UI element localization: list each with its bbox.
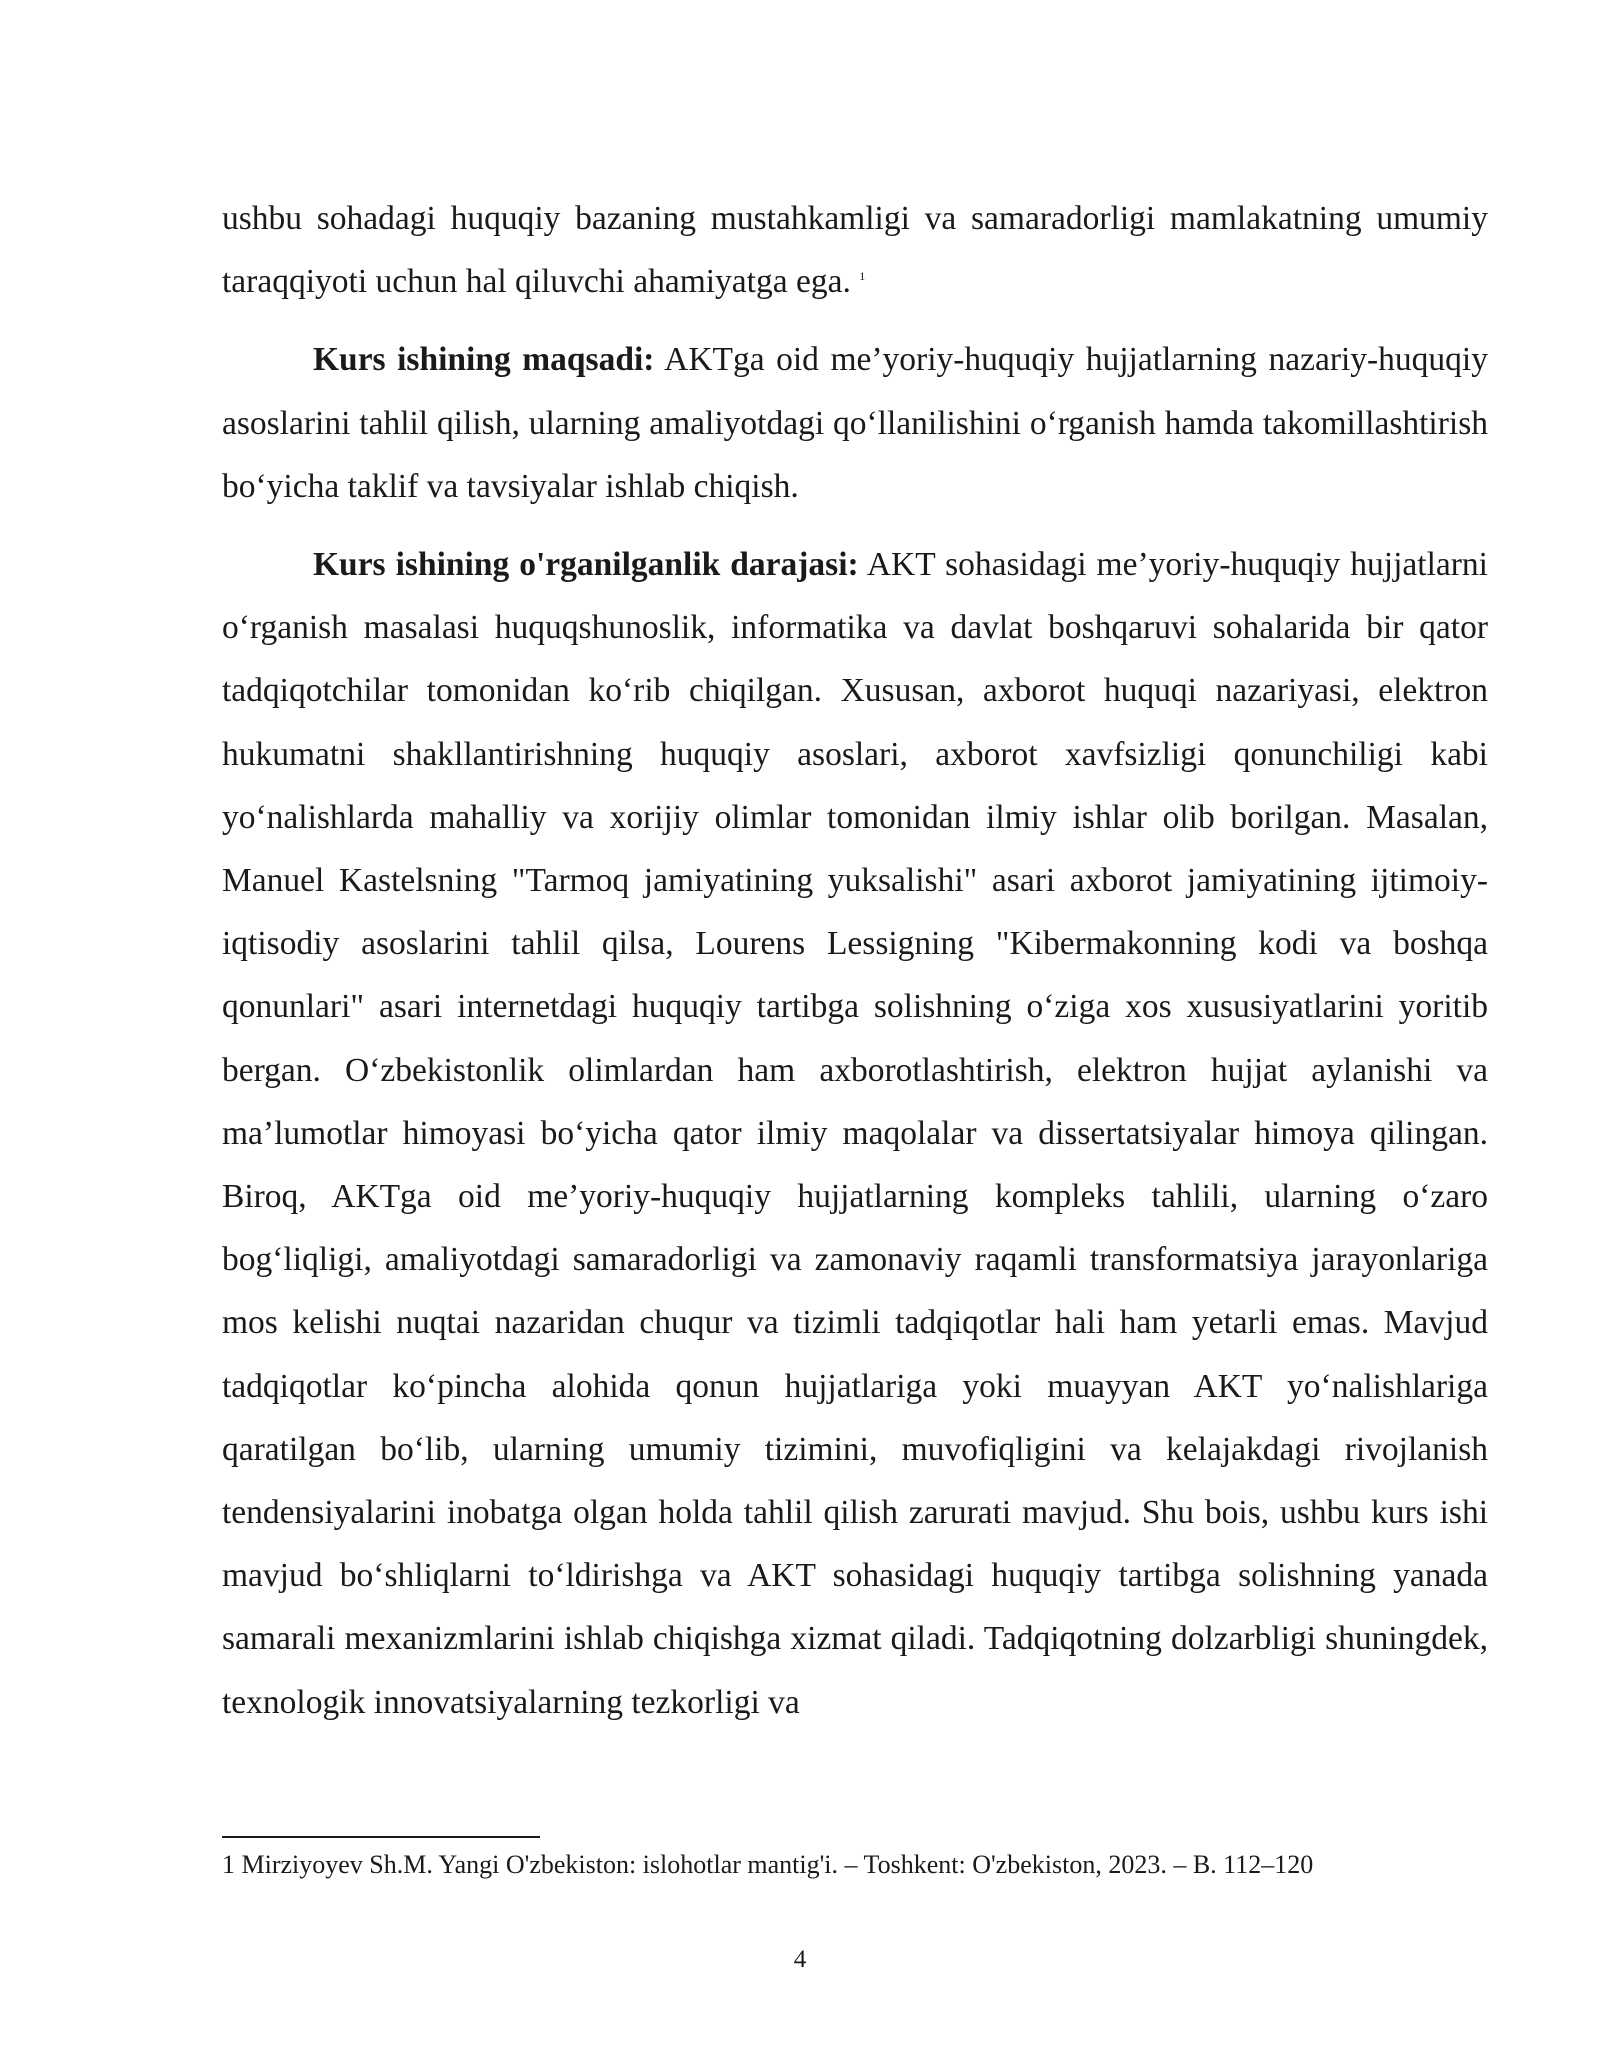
page-number: 4 <box>793 1946 807 1973</box>
paragraph-continuation <box>222 187 1488 313</box>
paragraph-study-level <box>222 533 1488 1734</box>
footnote-text: Mirziyoyev Sh.M. Yangi O'zbekiston: islohotlar mantig'i. – Toshkent: O'zbekiston, 2023. – B. 112–120 <box>241 1850 1314 1879</box>
body-text <box>222 187 1488 1734</box>
paragraph-text: AKTga oid me’yoriy-huquqiy hujjatlarning nazariy-huquqiy asoslarini tahlil qilish, ularning amaliyotdagi qo‘llanilishini o‘rganish hamda takomillashtirish bo‘yicha taklif va tavsiyalar ishlab chiqish. <box>222 341 1488 505</box>
paragraph-text: AKT sohasidagi me’yoriy-huquqiy hujjatlarni o‘rganish masalasi huquqshunoslik, informatika va davlat boshqaruvi sohalarida bir qator tadqiqotchilar tomonidan ko‘rib chiqilgan. Xususan, axborot huquqi nazariyasi, elektron hukumatni shakllantirishning huquqiy asoslari, axborot xavfsizligi qonunchiligi kabi yo‘nalishlarda mahalliy va xorijiy olimlar tomonidan ilmiy ishlar olib borilgan. Masalan, Manuel Kastelsning "Tarmoq jamiyatining yuksalishi" asari axborot jamiyatining ijtimoiy-iqtisodiy asoslarini tahlil qilsa, Lourens Lessigning "Kibermakonning kodi va boshqa qonunlari" asari internetdagi huquqiy tartibga solishning o‘ziga xos xususiyatlarini yoritib bergan. O‘zbekistonlik olimlardan ham axborotlashtirish, elektron hujjat aylanishi va ma’lumotlar himoyasi bo‘yicha qator ilmiy maqolalar va dissertatsiyalar himoya qilingan. Biroq, AKTga oid me’yoriy-huquqiy hujjatlarning kompleks tahlili, ularning o‘zaro bog‘liqligi, amaliyotdagi samaradorligi va zamonaviy raqamli transformatsiya jarayonlariga mos kelishi nuqtai nazaridan chuqur va tizimli tadqiqotlar hali ham yetarli emas. Mavjud tadqiqotlar ko‘pincha alohida qonun hujjatlariga yoki muayyan AKT yo‘nalishlariga qaratilgan bo‘lib, ularning umumiy tizimini, muvofiqligini va kelajakdagi rivojlanish tendensiyalarini inobatga olgan holda tahlil qilish zarurati mavjud. Shu bois, ushbu kurs ishi mavjud bo‘shliqlarni to‘ldirishga va AKT sohasidagi huquqiy tartibga solishning yanada samarali mexanizmlarini ishlab chiqishga xizmat qiladi. Tadqiqotning dolzarbligi shuningdek, texnologik innovatsiyalarning tezkorligi va <box>222 546 1488 1721</box>
footnote-separator <box>222 1836 540 1838</box>
footnote <box>222 1848 1488 1882</box>
footnote-reference[interactable]: 1 <box>859 269 866 284</box>
paragraph-text: ushbu sohadagi huquqiy bazaning mustahkamligi va samaradorligi mamlakatning umumiy taraqqiyoti uchun hal qiluvchi ahamiyatga ega. <box>222 200 1488 301</box>
footnote-number: 1 <box>222 1850 235 1879</box>
paragraph-heading: Kurs ishining maqsadi: <box>313 341 655 379</box>
paragraph-goal <box>222 328 1488 518</box>
paragraph-heading: Kurs ishining o'rganilganlik darajasi: <box>313 546 859 584</box>
